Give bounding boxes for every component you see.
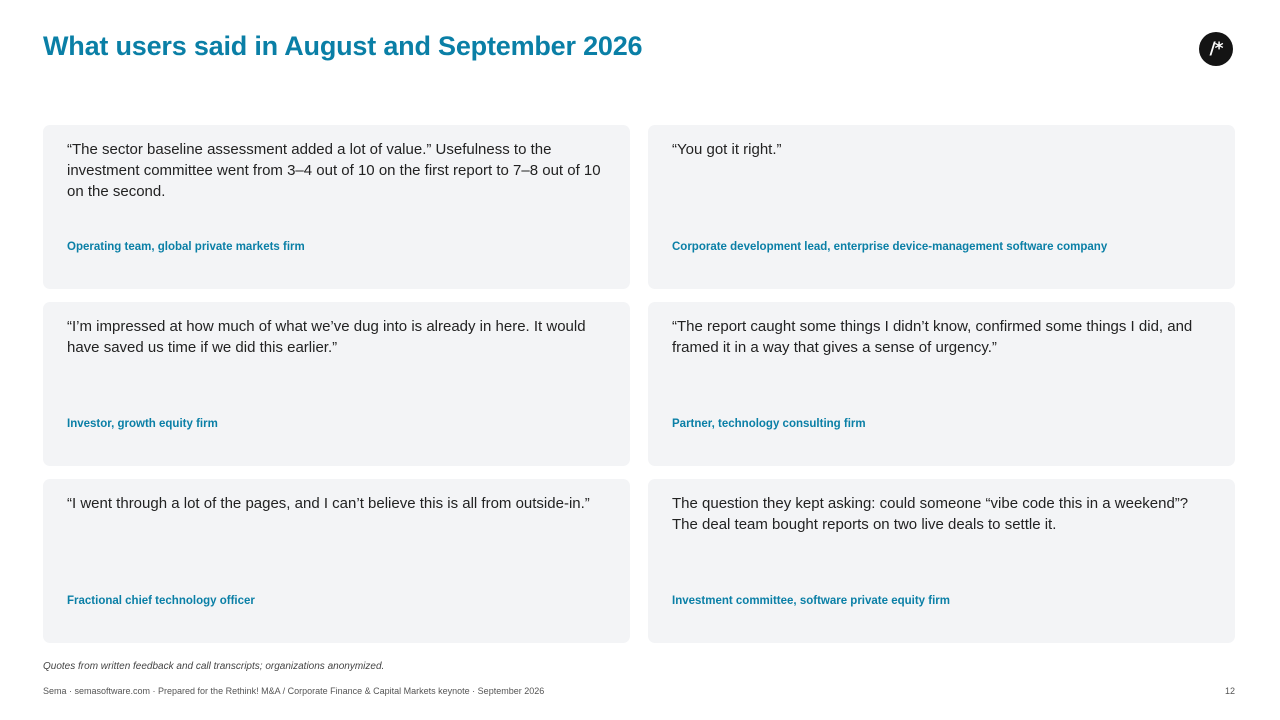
quote-card [43, 302, 630, 466]
quote-card [648, 125, 1235, 289]
quote-attribution: Investment committee, software private equity firm [672, 595, 950, 607]
quote-attribution: Operating team, global private markets firm [67, 241, 305, 253]
quote-attribution: Corporate development lead, enterprise device-management software company [672, 241, 1108, 253]
quote-card [648, 302, 1235, 466]
quote-text: “You got it right.” [672, 141, 782, 158]
quote-card [43, 479, 630, 643]
quote-attribution: Fractional chief technology officer [67, 595, 255, 607]
footer-text: Sema · semasoftware.com · Prepared for the Rethink! M&A / Corporate Finance & Capital Markets keynote · September 2026 [43, 686, 545, 696]
source-note: Quotes from written feedback and call transcripts; organizations anonymized. [43, 661, 385, 672]
quote-card [43, 125, 630, 289]
sema-logo-icon: /* [1199, 32, 1233, 66]
quote-text: The question they kept asking: could someone “vibe code this in a weekend”? The deal team bought reports on two live deals to settle it. [672, 495, 1189, 533]
quote-attribution: Investor, growth equity firm [67, 418, 218, 430]
quote-attribution: Partner, technology consulting firm [672, 418, 866, 430]
page-number: 12 [1224, 686, 1235, 696]
quote-text: “The sector baseline assessment added a lot of value.” Usefulness to the investment committee went from 3–4 out of 10 on the first report to 7–8 out of 10 on the second. [67, 141, 601, 200]
quote-text: “I went through a lot of the pages, and I can’t believe this is all from outside-in.” [67, 495, 590, 512]
quote-card [648, 479, 1235, 643]
quote-text: “I’m impressed at how much of what we’ve dug into is already in here. It would have saved us time if we did this earlier.” [67, 318, 586, 356]
quotes-grid [43, 125, 1235, 643]
quote-text: “The report caught some things I didn’t know, confirmed some things I did, and framed it in a way that gives a sense of urgency.” [672, 318, 1193, 356]
slide-title: What users said in August and September 2026 [43, 31, 643, 61]
